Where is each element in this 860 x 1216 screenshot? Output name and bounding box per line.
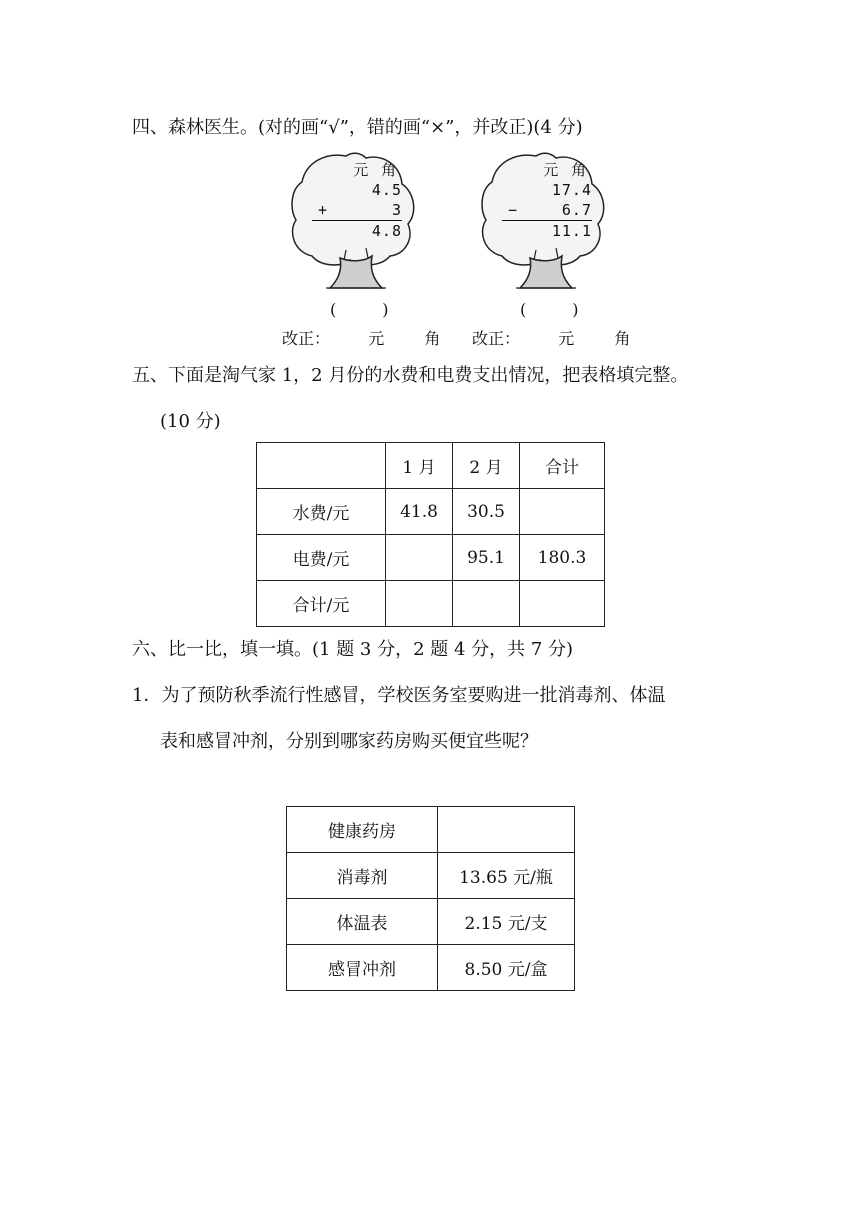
top-number: 4.5 xyxy=(371,181,402,199)
table-row xyxy=(287,945,575,991)
table-row xyxy=(287,853,575,899)
section-5-points: (10 分) xyxy=(160,411,221,432)
yuan-unit: 元 xyxy=(558,329,575,348)
correction-line xyxy=(472,326,630,349)
row-label: 合计/元 xyxy=(257,581,386,627)
table-row xyxy=(257,581,605,627)
operand-row xyxy=(502,200,592,221)
blank-cell[interactable] xyxy=(520,581,605,627)
table-cell: 95.1 xyxy=(453,535,520,581)
correction-line xyxy=(282,326,440,349)
jiao-unit: 角 xyxy=(614,329,631,348)
blank-cell[interactable] xyxy=(453,581,520,627)
question-1-line-1: 1．为了预防秋季流行性感冒，学校医务室要购进一批消毒剂、体温 xyxy=(132,685,666,706)
section-4-title: 四、森林医生。(对的画“√”，错的画“×”，并改正)(4 分) xyxy=(132,117,583,138)
blank-cell[interactable] xyxy=(386,581,453,627)
answer-parentheses[interactable]: () xyxy=(520,300,625,319)
unit-header: 元 角 xyxy=(353,161,400,179)
item-price: 13.65 元/瓶 xyxy=(438,853,575,899)
operand-number: 6.7 xyxy=(561,201,592,219)
table-header-cell: 1 月 xyxy=(386,443,453,489)
table-header-cell: 2 月 xyxy=(453,443,520,489)
pharmacy-price-table xyxy=(286,806,575,991)
result-number: 4.8 xyxy=(371,222,402,240)
correction-label: 改正： xyxy=(282,329,331,348)
table-header-row xyxy=(287,807,575,853)
blank-cell[interactable] xyxy=(520,489,605,535)
jiao-unit: 角 xyxy=(424,329,441,348)
item-name: 感冒冲剂 xyxy=(287,945,438,991)
table-cell xyxy=(257,443,386,489)
table-header-cell: 合计 xyxy=(520,443,605,489)
minus-sign: − xyxy=(508,201,519,219)
tree-subtraction xyxy=(472,148,646,348)
item-price: 2.15 元/支 xyxy=(438,899,575,945)
tree-addition xyxy=(282,148,456,348)
plus-sign: + xyxy=(318,201,329,219)
yuan-unit: 元 xyxy=(368,329,385,348)
table-header-row xyxy=(257,443,605,489)
table-cell: 41.8 xyxy=(386,489,453,535)
table-cell xyxy=(438,807,575,853)
unit-header: 元 角 xyxy=(543,161,590,179)
forest-doctor-trees xyxy=(258,148,631,348)
table-row xyxy=(257,489,605,535)
operand-number: 3 xyxy=(391,201,402,219)
calculation xyxy=(312,160,402,241)
operand-row xyxy=(312,200,402,221)
calculation xyxy=(502,160,592,241)
item-price: 8.50 元/盒 xyxy=(438,945,575,991)
row-label: 电费/元 xyxy=(257,535,386,581)
section-6-title: 六、比一比，填一填。(1 题 3 分，2 题 4 分，共 7 分) xyxy=(132,639,574,660)
item-name: 体温表 xyxy=(287,899,438,945)
row-label: 水费/元 xyxy=(257,489,386,535)
blank-cell[interactable] xyxy=(386,535,453,581)
table-cell: 30.5 xyxy=(453,489,520,535)
question-1-line-2: 表和感冒冲剂，分别到哪家药房购买便宜些呢？ xyxy=(160,731,538,752)
table-row xyxy=(257,535,605,581)
item-name: 消毒剂 xyxy=(287,853,438,899)
table-row xyxy=(287,899,575,945)
utility-bill-table xyxy=(256,442,605,627)
table-cell: 180.3 xyxy=(520,535,605,581)
answer-parentheses[interactable]: () xyxy=(330,300,435,319)
top-number: 17.4 xyxy=(551,181,592,199)
section-5-title: 五、下面是淘气家 1，2 月份的水费和电费支出情况，把表格填完整。 xyxy=(132,365,689,386)
pharmacy-name: 健康药房 xyxy=(287,807,438,853)
result-number: 11.1 xyxy=(551,222,592,240)
correction-label: 改正： xyxy=(472,329,521,348)
